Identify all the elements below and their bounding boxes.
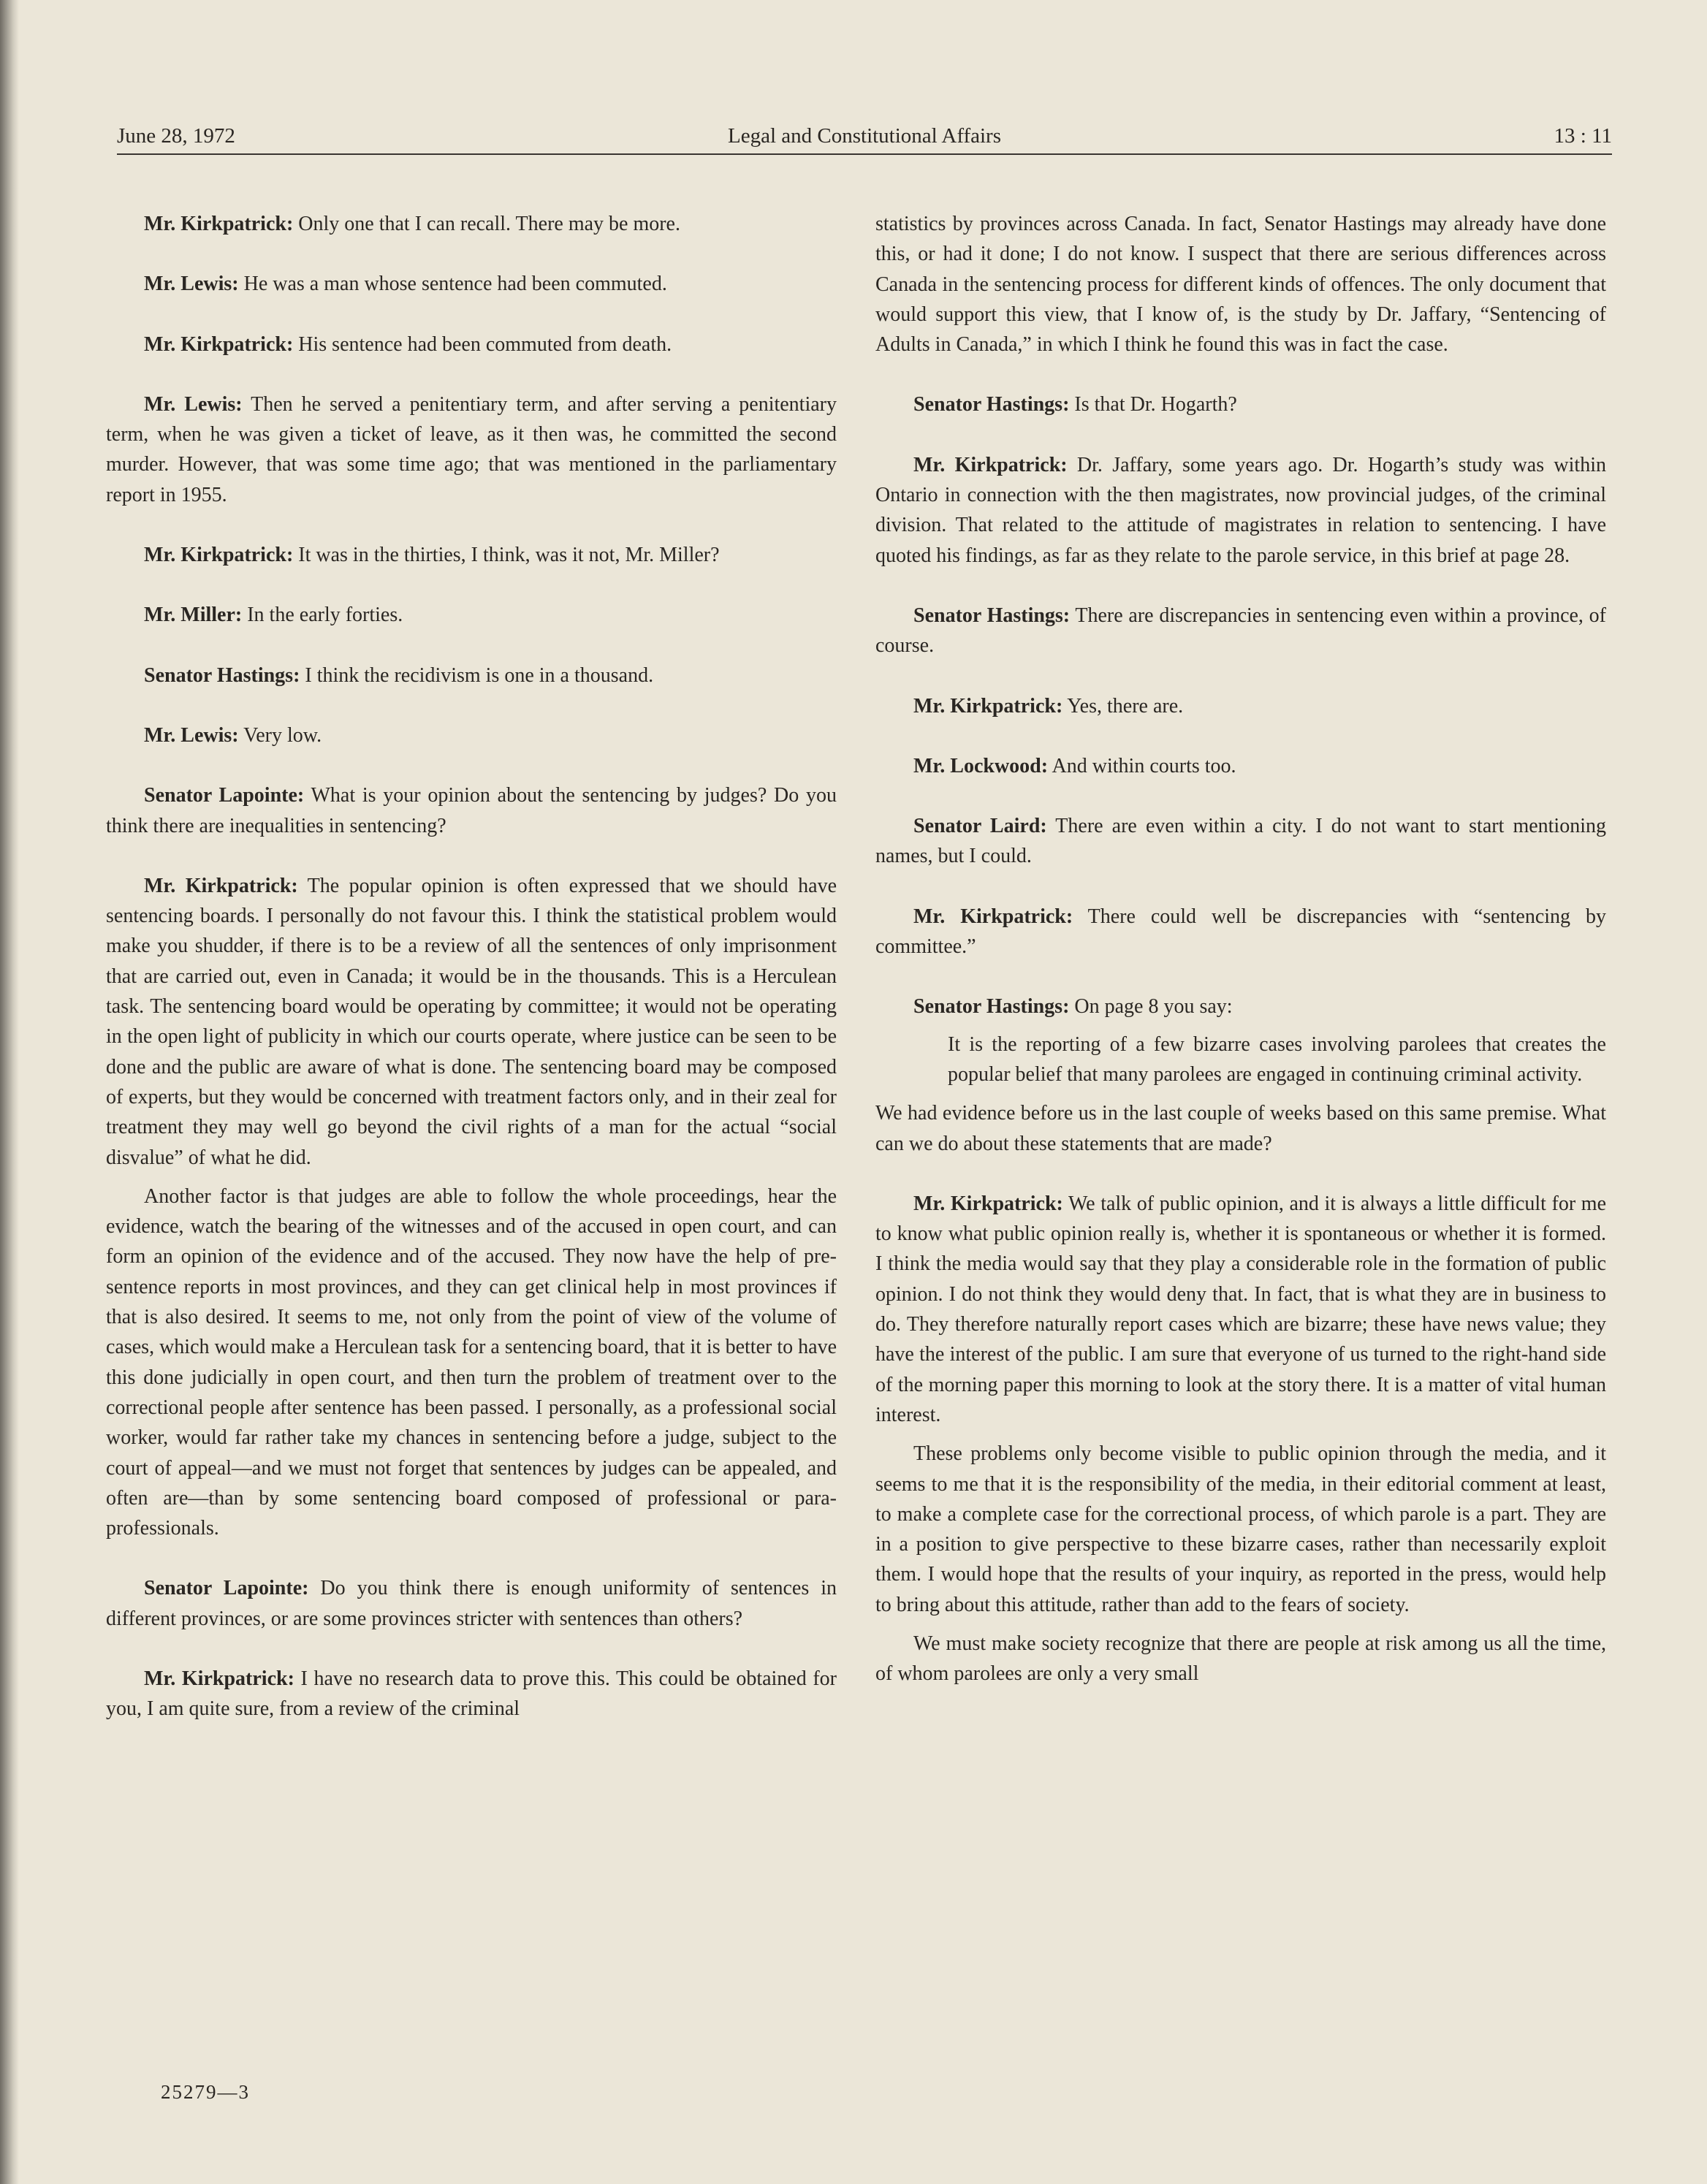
paragraph xyxy=(875,1189,1606,1430)
speaker-name: Mr. Lewis: xyxy=(144,392,243,416)
paragraph xyxy=(106,1664,837,1724)
block-quote xyxy=(875,1030,1606,1090)
paragraph-text: We talk of public opinion, and it is always a little difficult for me to know what public opinion really is, whether it is spontaneous or whether it is formed. I think the media would say that they play a considerable role in the formation of public opinion. I do not think they would deny that. In fact, that is what they are in business to do. They therefore naturally report cases which are bizarre; these have news value; they have the interest of the public. I am sure that everyone of us turned to the right-hand side of the morning paper this morning to look at the story there. It is a matter of vital human interest. xyxy=(875,1192,1606,1426)
speaker-name: Senator Hastings: xyxy=(913,604,1071,627)
paragraph xyxy=(875,1629,1606,1689)
paragraph xyxy=(875,1098,1606,1159)
running-header xyxy=(117,124,1612,153)
header-date: June 28, 1972 xyxy=(117,124,235,148)
paragraph xyxy=(875,1439,1606,1620)
paragraph-text: There are even within a city. I do not want to start mentioning names, but I could. xyxy=(875,815,1606,868)
speaker-name: Mr. Kirkpatrick: xyxy=(144,874,298,897)
paragraph-text: He was a man whose sentence had been commuted. xyxy=(238,273,667,296)
paragraph xyxy=(106,661,837,690)
paragraph-text: These problems only become visible to public opinion through the media, and it seems to me that it is the responsibility of the media, in their editorial comment at least, to make a complete case for the correctional process, of which parole is a part. They are in a position to give perspective to these bizarre cases, rather than necessarily exploit them. I would hope that the results of your inquiry, as reported in the press, would help to bring about this attitude, rather than add to the fears of society. xyxy=(875,1442,1606,1616)
paragraph xyxy=(106,871,837,1173)
paragraph-text: And within courts too. xyxy=(1048,754,1236,777)
speaker-name: Senator Lapointe: xyxy=(144,1577,309,1600)
speaker-name: Mr. Kirkpatrick: xyxy=(144,332,294,356)
header-page-number: 13 : 11 xyxy=(1554,124,1612,148)
paragraph xyxy=(106,540,837,570)
paragraph xyxy=(875,902,1606,962)
paragraph-text: statistics by provinces across Canada. In fact, Senator Hastings may already have done this, or had it done; I do not know. I suspect that there are serious differences across Canada in the sentencing process for different kinds of offences. The only document that would support this view, that I know of, is the study by Dr. Jaffary, “Sentencing of Adults in Canada,” in which I think he found this was in fact the case. xyxy=(875,213,1606,357)
speaker-name: Mr. Kirkpatrick: xyxy=(144,544,294,567)
paragraph-text: Dr. Jaffary, some years ago. Dr. Hogarth’s study was within Ontario in connection with the then magistrates, now provincial judges, of the criminal division. That related to the attitude of magistrates in relation to sentencing. I have quoted his findings, as far as they relate to the parole service, in this brief at page 28. xyxy=(875,453,1606,567)
paragraph xyxy=(875,450,1606,571)
speaker-name: Senator Hastings: xyxy=(144,663,300,687)
paragraph-text: Very low. xyxy=(238,723,322,747)
left-column xyxy=(106,209,837,1724)
paragraph xyxy=(106,780,837,841)
speaker-name: Senator Hastings: xyxy=(913,393,1070,416)
paragraph-text: Do you think there is enough uniformity of sentences in different provinces, or are some provinces stricter with sentences than others? xyxy=(106,1577,837,1630)
speaker-name: Mr. Miller: xyxy=(144,604,243,627)
paragraph xyxy=(875,992,1606,1021)
header-title: Legal and Constitutional Affairs xyxy=(728,124,1001,148)
paragraph-text: I have no research data to prove this. This could be obtained for you, I am quite sure, from a review of the criminal xyxy=(106,1667,837,1721)
paragraph xyxy=(106,1182,837,1544)
header-rule xyxy=(117,153,1612,155)
paragraph xyxy=(875,601,1606,661)
speaker-name: Senator Laird: xyxy=(913,815,1047,838)
speaker-name: Mr. Lockwood: xyxy=(913,754,1049,777)
paragraph-text: On page 8 you say: xyxy=(1069,995,1233,1019)
paragraph xyxy=(875,691,1606,721)
paragraph xyxy=(106,209,837,239)
printer-signature-code: 25279—3 xyxy=(161,2081,250,2103)
speaker-name: Mr. Kirkpatrick: xyxy=(144,213,294,235)
paragraph-text: His sentence had been commuted from death. xyxy=(293,332,672,356)
paragraph-text: It was in the thirties, I think, was it not, Mr. Miller? xyxy=(293,544,720,567)
speaker-name: Mr. Kirkpatrick: xyxy=(913,453,1068,476)
paragraph-text: Only one that I can recall. There may be more. xyxy=(293,213,680,235)
paragraph-text: Yes, there are. xyxy=(1062,694,1184,718)
paragraph-text: I think the recidivism is one in a thousand. xyxy=(300,663,654,687)
speaker-name: Mr. Kirkpatrick: xyxy=(913,1192,1063,1215)
paragraph xyxy=(106,1573,837,1634)
paragraph-text: Another factor is that judges are able to follow the whole proceedings, hear the evidence, watch the bearing of the witnesses and of the accused in open court, and can form an opinion of the evidence and of the accused. They now have the help of pre-sentence reports in most provinces, and they can get clinical help in most provinces if that is also desired. It seems to me, not only from the point of view of the volume of cases, which would make a Herculean task for a sentencing board, that it is better to have this done judicially in open court, and then turn the problem of treatment over to the correctional people after sentence has been passed. I personally, as a professional social worker, would far rather take my chances in sentencing before a judge, subject to the court of appeal—and we must not forget that sentences by judges can be appealed, and often are—than by some sentencing board composed of professional or para-professionals. xyxy=(106,1184,837,1540)
paragraph-text: In the early forties. xyxy=(242,604,403,627)
paragraph xyxy=(106,330,837,359)
paragraph-text: There are discrepancies in sentencing even within a province, of course. xyxy=(875,604,1606,658)
paragraph xyxy=(106,600,837,630)
paragraph-text: We had evidence before us in the last couple of weeks based on this same premise. What can we do about these statements that are made? xyxy=(875,1102,1606,1155)
speaker-name: Senator Hastings: xyxy=(913,995,1070,1019)
paragraph xyxy=(106,389,837,510)
paragraph xyxy=(875,751,1606,781)
paragraph-text: What is your opinion about the sentencing by judges? Do you think there are inequalities in sentencing? xyxy=(106,784,837,837)
speaker-name: Mr. Lewis: xyxy=(144,723,239,747)
paragraph xyxy=(106,269,837,299)
speaker-name: Mr. Lewis: xyxy=(144,273,239,296)
speaker-name: Senator Lapointe: xyxy=(144,784,305,807)
speaker-name: Mr. Kirkpatrick: xyxy=(144,1667,294,1690)
paragraph xyxy=(106,720,837,750)
paragraph-text: The popular opinion is often expressed that we should have sentencing boards. I personally do not favour this. I think the statistical problem would make you shudder, if there is to be a review of all the sentences of only imprisonment that are carried out, even in Canada; it would be in the thousands. This is a Herculean task. The sentencing board would be operating by committee; it would not be operating in the open light of publicity in which our courts operate, where justice can be seen to be done and the public are aware of what is done. The sentencing board may be composed of experts, but they would be concerned with treatment factors only, and in their zeal for treatment they may well go beyond the civil rights of a man for the actual “social disvalue” of what he did. xyxy=(106,874,837,1169)
paragraph xyxy=(875,811,1606,872)
page-binding-edge xyxy=(0,0,19,2184)
speaker-name: Mr. Kirkpatrick: xyxy=(913,905,1073,928)
speaker-name: Mr. Kirkpatrick: xyxy=(913,694,1063,718)
quote-text: It is the reporting of a few bizarre cases involving parolees that creates the popular belief that many parolees are engaged in continuing criminal activity. xyxy=(948,1032,1606,1086)
paragraph-text: There could well be discrepancies with “sentencing by committee.” xyxy=(875,905,1606,959)
paragraph xyxy=(875,209,1606,359)
right-column xyxy=(875,209,1606,1689)
paragraph-text: We must make society recognize that there are people at risk among us all the time, of whom parolees are only a very small xyxy=(875,1632,1606,1686)
paragraph-text: Is that Dr. Hogarth? xyxy=(1069,393,1237,416)
paragraph-text: Then he served a penitentiary term, and after serving a penitentiary term, when he was given a ticket of leave, as it then was, he committed the second murder. However, that was some time ago; that was mentioned in the parliamentary report in 1955. xyxy=(106,392,837,506)
paragraph xyxy=(875,389,1606,419)
